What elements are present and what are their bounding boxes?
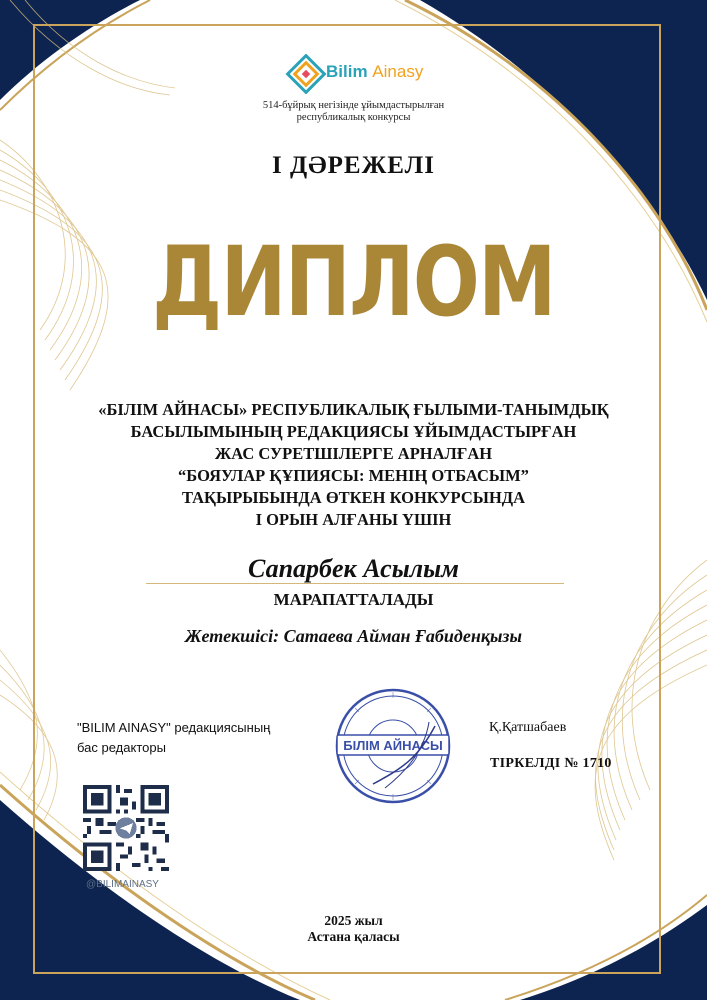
supervisor-name: Жетекшісі: Сатаева Айман Ғабиденқызы [185, 626, 522, 646]
editor-title: "BILIM AINASY" редакциясының бас редакторы [77, 720, 271, 755]
qr-code-icon[interactable] [83, 785, 169, 871]
stamp-label: БІЛІМ АЙНАСЫ [343, 738, 443, 753]
issue-city: Астана қаласы [307, 929, 400, 944]
logo-wordmark: Bilim Ainasy [326, 62, 424, 81]
award-reason: «БІЛІМ АЙНАСЫ» РЕСПУБЛИКАЛЫҚ ҒЫЛЫМИ-ТАНЫМДЫҚ БАСЫЛЫМЫНЫҢ РЕДАКЦИЯСЫ ҰЙЫМДАСТЫРҒАН ЖАС СУРЕТШІЛЕРГЕ АРНАЛҒАН “БОЯУЛАР ҚҰПИЯСЫ: МЕНІҢ ОТБАСЫМ” ТАҚЫРЫБЫНДА ӨТКЕН КОНКУРСЫНДА І ОРЫН АЛҒАНЫ ҮШІН [98, 400, 609, 529]
diploma-title: ДИПЛОМ [152, 226, 555, 338]
issue-year: 2025 жыл [324, 913, 383, 928]
contest-subtitle: 514-бұйрық негізінде ұйымдастырылған республикалық конкурсы [262, 100, 445, 123]
official-stamp-icon [333, 686, 453, 806]
recipient-name: Сапарбек Асылым [248, 554, 459, 583]
social-handle[interactable]: @BILIMAINASY [86, 879, 159, 890]
awarded-label: МАРАПАТТАЛАДЫ [273, 590, 434, 609]
name-underline [146, 583, 564, 584]
editor-name: Қ.Қатшабаев [489, 720, 567, 735]
registration-number: ТІРКЕЛДІ № 1710 [490, 756, 612, 771]
degree-heading: І ДӘРЕЖЕЛІ [271, 152, 435, 179]
